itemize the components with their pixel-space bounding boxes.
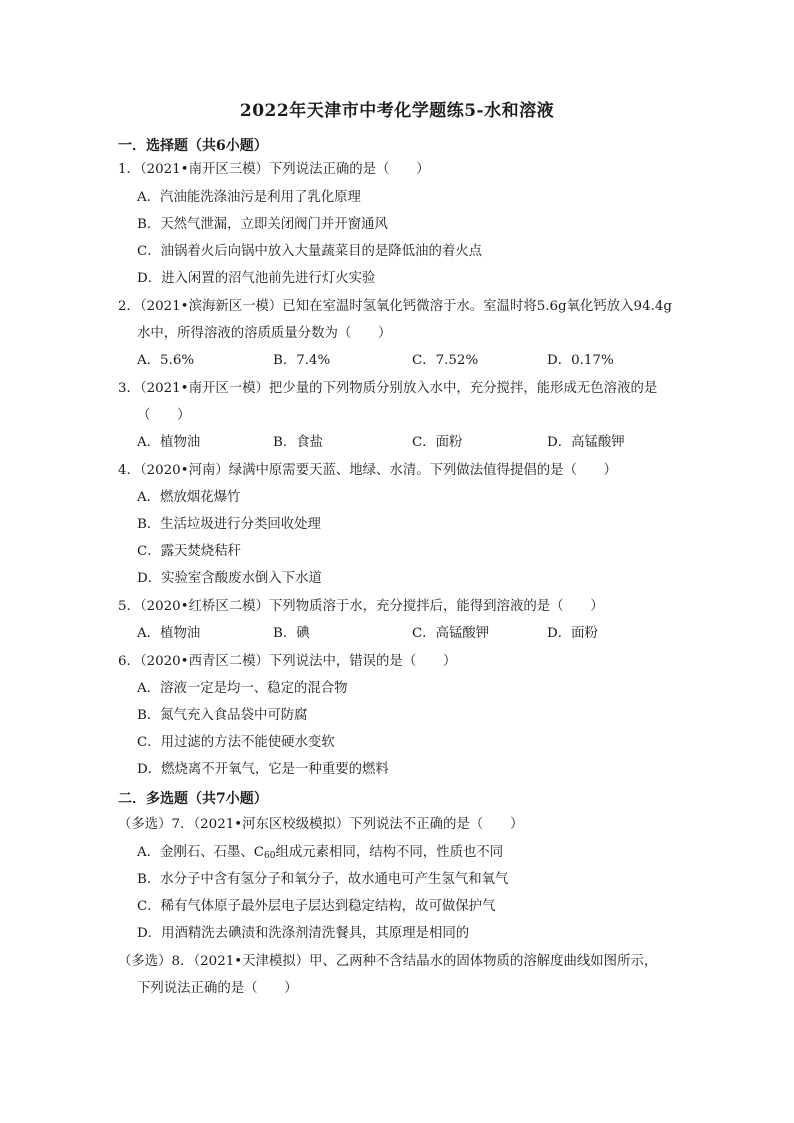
- question-7-option-d: D．用酒精洗去碘渍和洗涤剂清洗餐具，其原理是相同的: [137, 926, 470, 941]
- question-7-option-b: B．水分子中含有氢分子和氧分子，故水通电可产生氢气和氧气: [137, 872, 509, 887]
- question-6-stem: 6．（2020•西青区二模）下列说法中，错误的是（ ）: [118, 654, 457, 669]
- question-4-option-c: C．露天焚烧秸秆: [137, 544, 241, 559]
- question-3-stem: 3．（2021•南开区一模）把少量的下列物质分别放入水中，充分搅拌，能形成无色溶液的是: [118, 381, 658, 396]
- question-2-option-b: B．7.4%: [273, 353, 331, 368]
- question-7-option-a-suffix: 组成元素相同，结构不同，性质也不同: [275, 845, 504, 860]
- question-5-option-b: B．碘: [273, 626, 310, 641]
- question-6-option-b: B．氮气充入食品袋中可防腐: [137, 708, 308, 723]
- question-1-option-a: A．汽油能洗涤油污是利用了乳化原理: [137, 190, 361, 205]
- question-4-option-b: B．生活垃圾进行分类回收处理: [137, 517, 321, 532]
- question-3-option-b: B．食盐: [273, 435, 324, 450]
- question-4-option-d: D．实验室含酸废水倒入下水道: [137, 571, 322, 586]
- question-7-option-c: C．稀有气体原子最外层电子层达到稳定结构，故可做保护气: [137, 899, 496, 914]
- question-7-stem: （多选）7．（2021•河东区校级模拟）下列说法不正确的是（ ）: [118, 817, 524, 832]
- question-1-option-b: B．天然气泄漏，立即关闭阀门并开窗通风: [137, 217, 388, 232]
- question-4-option-a: A．燃放烟花爆竹: [137, 490, 241, 505]
- question-6-option-c: C．用过滤的方法不能使硬水变软: [137, 735, 335, 750]
- question-7-option-a-prefix: A．金刚石、石墨、C: [137, 845, 265, 860]
- question-6-option-d: D．燃烧离不开氧气，它是一种重要的燃料: [137, 762, 389, 777]
- section-heading-single-choice: 一．选择题（共6小题）: [118, 138, 268, 154]
- question-5-option-d: D．面粉: [547, 626, 598, 641]
- question-2-option-d: D．0.17%: [547, 353, 614, 368]
- question-2-stem: 2．（2021•滨海新区一模）已知在室温时氢氧化钙微溶于水。室温时将5.6g氧化钙放入94.4g: [118, 299, 672, 314]
- carbon-subscript: 60: [264, 851, 276, 861]
- question-5-option-c: C．高锰酸钾: [412, 626, 490, 641]
- question-6-option-a: A．溶液一定是均一、稳定的混合物: [137, 681, 348, 696]
- question-4-stem: 4．（2020•河南）绿满中原需要天蓝、地绿、水清。下列做法值得提倡的是（ ）: [118, 463, 618, 478]
- question-8-stem-continued: 下列说法正确的是（ ）: [137, 981, 298, 996]
- question-3-option-c: C．面粉: [412, 435, 463, 450]
- question-8-stem: （多选）8．（2021•天津模拟）甲、乙两种不含结晶水的固体物质的溶解度曲线如图所示，: [118, 954, 658, 969]
- question-5-option-a: A．植物油: [137, 626, 201, 641]
- question-3-option-d: D．高锰酸钾: [547, 435, 625, 450]
- question-5-stem: 5．（2020•红桥区二模）下列物质溶于水，充分搅拌后，能得到溶液的是（ ）: [118, 599, 604, 614]
- question-1-stem: 1．（2021•南开区三模）下列说法正确的是（ ）: [118, 162, 430, 177]
- section-heading-multiple-choice: 二．多选题（共7小题）: [118, 791, 268, 807]
- question-3-stem-continued: （ ）: [137, 408, 191, 423]
- question-1-option-d: D．进入闲置的沼气池前先进行灯火实验: [137, 271, 376, 286]
- question-1-option-c: C．油锅着火后向锅中放入大量蔬菜目的是降低油的着火点: [137, 244, 483, 259]
- question-3-option-a: A．植物油: [137, 435, 201, 450]
- document-title: 2022年天津市中考化学题练5-水和溶液: [239, 101, 555, 121]
- question-7-option-a: [137, 843, 503, 866]
- question-2-option-c: C．7.52%: [412, 353, 479, 368]
- question-2-stem-continued: 水中，所得溶液的溶质质量分数为（ ）: [137, 326, 392, 341]
- question-2-option-a: A．5.6%: [137, 353, 195, 368]
